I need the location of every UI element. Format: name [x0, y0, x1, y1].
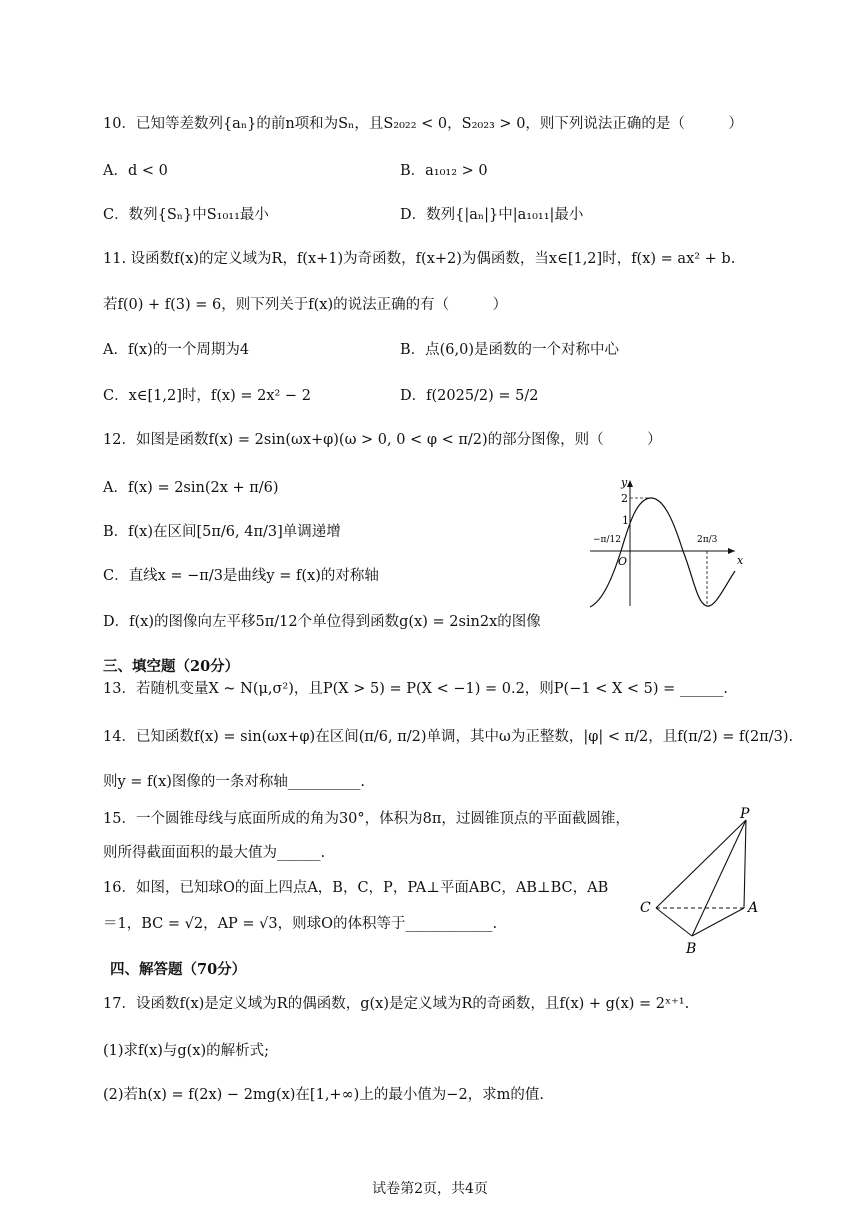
- q17-part1: (1)求f(x)与g(x)的解析式;: [103, 1043, 270, 1059]
- graph-tick-neg: −π/12: [593, 535, 621, 545]
- q12-option-b: B．f(x)在区间[5π/6, 4π/3]单调递增: [103, 524, 341, 540]
- q16-line2: ＝1，BC = √2，AP = √3，则球O的体积等于____________.: [103, 916, 498, 932]
- q11-option-c: C．x∈[1,2]时，f(x) = 2x² − 2: [103, 388, 311, 404]
- q10-option-b: B．a₁₀₁₂ > 0: [400, 163, 488, 179]
- graph-origin-label: O: [618, 555, 628, 568]
- graph-tick-pos: 2π/3: [697, 535, 718, 545]
- q17-part2: (2)若h(x) = f(2x) − 2mg(x)在[1,+∞)上的最小值为−2，求m的值.: [103, 1087, 545, 1103]
- edge-cb: [656, 908, 692, 936]
- q11-option-d: D．f(2025/2) = 5/2: [400, 388, 539, 404]
- section-3-title: 三、填空题（20分）: [103, 658, 240, 675]
- q15-line2: 则所得截面面积的最大值为______.: [103, 845, 326, 861]
- label-p: P: [740, 806, 750, 822]
- q10-option-c: C．数列{Sₙ}中S₁₀₁₁最小: [103, 207, 269, 223]
- q12-stem: 12．如图是函数f(x) = 2sin(ωx+φ)(ω > 0, 0 < φ < π/2)的部分图像，则（ ）: [103, 432, 662, 448]
- q12-option-c: C．直线x = −π/3是曲线y = f(x)的对称轴: [103, 568, 379, 584]
- section-4-title: 四、解答题（70分）: [110, 961, 247, 978]
- q17-stem: 17．设函数f(x)是定义域为R的偶函数，g(x)是定义域为R的奇函数，且f(x) + g(x) = 2ˣ⁺¹.: [103, 996, 690, 1012]
- edge-pc: [656, 820, 746, 908]
- page-footer: 试卷第2页，共4页: [372, 1181, 488, 1197]
- q13-text: 13．若随机变量X ~ N(μ,σ²)，且P(X > 5) = P(X < −1) = 0.2，则P(−1 < X < 5) = ______.: [103, 681, 729, 697]
- q16-line1: 16．如图，已知球O的面上四点A，B，C，P，PA⊥平面ABC，AB⊥BC，AB: [103, 880, 609, 896]
- q14-line2: 则y = f(x)图像的一条对称轴__________.: [103, 774, 366, 790]
- edge-ba: [692, 908, 744, 936]
- q10-option-d: D．数列{|aₙ|}中|a₁₀₁₁|最小: [400, 207, 584, 223]
- q12-sine-graph: [585, 476, 750, 616]
- graph-tick-1: 1: [622, 514, 629, 527]
- q14-line1: 14．已知函数f(x) = sin(ωx+φ)在区间(π/6, π/2)单调，其中ω为正整数，|φ| < π/2，且f(π/2) = f(2π/3).: [103, 729, 794, 745]
- q11-stem-line1: 11. 设函数f(x)的定义域为R，f(x+1)为奇函数，f(x+2)为偶函数，当x∈[1,2]时，f(x) = ax² + b.: [103, 251, 736, 267]
- graph-tick-2: 2: [621, 492, 628, 505]
- graph-y-label: y: [621, 476, 628, 489]
- edge-pb: [692, 820, 746, 936]
- q11-option-b: B．点(6,0)是函数的一个对称中心: [400, 342, 620, 358]
- label-c: C: [640, 900, 651, 916]
- q10-stem: 10．已知等差数列{aₙ}的前n项和为Sₙ，且S₂₀₂₂ < 0，S₂₀₂₃ > 0，则下列说法正确的是（ ）: [103, 116, 743, 132]
- q12-option-a: A．f(x) = 2sin(2x + π/6): [103, 480, 279, 496]
- q11-option-a: A．f(x)的一个周期为4: [103, 342, 250, 358]
- edge-pa: [744, 820, 746, 908]
- graph-x-arrow: [728, 548, 735, 554]
- graph-sine-curve: [590, 498, 735, 607]
- q11-stem-line2: 若f(0) + f(3) = 6，则下列关于f(x)的说法正确的有（ ）: [103, 297, 508, 313]
- q12-option-d: D．f(x)的图像向左平移5π/12个单位得到函数g(x) = 2sin2x的图像: [103, 614, 541, 630]
- q15-line1: 15．一个圆锥母线与底面所成的角为30°，体积为8π，过圆锥顶点的平面截圆锥，: [103, 811, 630, 827]
- q16-pyramid-figure: [636, 804, 764, 958]
- graph-x-label: x: [737, 554, 744, 567]
- graph-y-arrow: [627, 480, 633, 487]
- q10-option-a: A．d < 0: [103, 163, 168, 179]
- label-a: A: [748, 900, 759, 916]
- label-b: B: [686, 941, 697, 957]
